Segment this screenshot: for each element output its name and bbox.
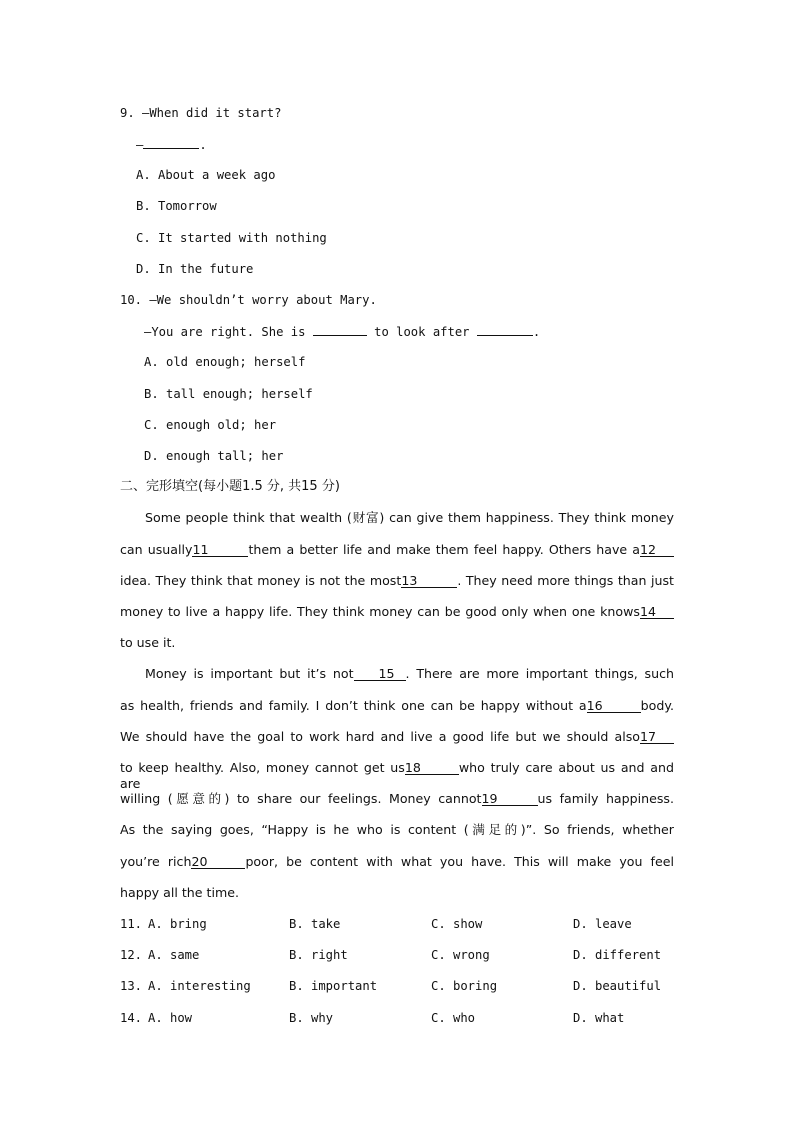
- q9-option-b[interactable]: B. Tomorrow: [136, 199, 217, 213]
- passage-line-12: you’re rich20 poor, be content with what you have. This will make you feel: [120, 854, 674, 869]
- blank-11[interactable]: 11: [192, 543, 248, 557]
- choice-option-a[interactable]: A. same: [148, 948, 200, 962]
- blank-13[interactable]: 13: [401, 574, 457, 588]
- section-heading: 二、完形填空(每小题1.5 分, 共15 分): [120, 479, 340, 494]
- choice-number: 12.: [120, 948, 143, 962]
- q9-answer-suffix: .: [199, 138, 207, 152]
- choice-option-d[interactable]: D. what: [573, 1011, 625, 1025]
- passage-line-11: As the saying goes, “Happy is he who is content (满足的)”. So friends, whether: [120, 822, 674, 837]
- choice-option-b[interactable]: B. why: [289, 1011, 334, 1025]
- passage-line-5: to use it.: [120, 635, 176, 650]
- q10-option-b[interactable]: B. tall enough; herself: [144, 387, 313, 401]
- q10-option-d[interactable]: D. enough tall; her: [144, 449, 284, 463]
- choice-option-b[interactable]: B. important: [289, 979, 378, 993]
- q9-option-c[interactable]: C. It started with nothing: [136, 231, 327, 245]
- q10-reply-line: [144, 323, 540, 340]
- passage-line-8: We should have the goal to work hard and live a good life but we should also17: [120, 729, 674, 745]
- blank-12[interactable]: 12: [640, 543, 674, 557]
- choice-option-a[interactable]: A. how: [148, 1011, 193, 1025]
- passage-line-4: money to live a happy life. They think money can be good only when one knows14: [120, 604, 674, 620]
- choice-option-a[interactable]: A. interesting: [148, 979, 251, 993]
- passage-line-2: can usually11 them a better life and make them feel happy. Others have a12: [120, 542, 674, 558]
- blank-14[interactable]: 14: [640, 605, 674, 619]
- q9-answer-prefix: —: [136, 138, 144, 152]
- choice-option-b[interactable]: B. take: [289, 917, 341, 931]
- q9-answer-line: [136, 136, 207, 153]
- choice-option-a[interactable]: A. bring: [148, 917, 207, 931]
- blank-15[interactable]: 15: [354, 667, 406, 681]
- choice-option-d[interactable]: D. different: [573, 948, 662, 962]
- q10-reply-end: .: [532, 325, 541, 339]
- passage-line-1: Some people think that wealth (财富) can give them happiness. They think money: [145, 510, 674, 525]
- q10-reply-b: to look after: [374, 325, 470, 339]
- choice-option-b[interactable]: B. right: [289, 948, 348, 962]
- blank-18[interactable]: 18: [405, 761, 459, 775]
- passage-line-13: happy all the time.: [120, 885, 239, 900]
- blank-20[interactable]: 20: [191, 855, 245, 869]
- choice-option-c[interactable]: C. boring: [431, 979, 498, 993]
- passage-line-7: as health, friends and family. I don’t think one can be happy without a16 body.: [120, 698, 674, 713]
- q9-option-d[interactable]: D. In the future: [136, 262, 254, 276]
- q10-blank-1[interactable]: [313, 323, 367, 336]
- choice-number: 11.: [120, 917, 143, 931]
- choice-option-c[interactable]: C. wrong: [431, 948, 490, 962]
- choice-option-c[interactable]: C. who: [431, 1011, 476, 1025]
- q10-reply-a: —You are right. She is: [144, 325, 306, 339]
- q9-stem: 9. —When did it start?: [120, 106, 282, 120]
- choice-number: 13.: [120, 979, 143, 993]
- blank-17[interactable]: 17: [640, 730, 674, 744]
- passage-line-9: to keep healthy. Also, money cannot get us18 who truly care about us and and are: [120, 760, 674, 791]
- choice-number: 14.: [120, 1011, 143, 1025]
- q10-blank-2[interactable]: [477, 323, 533, 336]
- q9-option-a[interactable]: A. About a week ago: [136, 168, 276, 182]
- choice-option-d[interactable]: D. leave: [573, 917, 632, 931]
- choice-option-c[interactable]: C. show: [431, 917, 483, 931]
- passage-line-10: willing (愿意的) to share our feelings. Money cannot19 us family happiness.: [120, 791, 674, 806]
- q10-option-a[interactable]: A. old enough; herself: [144, 355, 306, 369]
- choice-option-d[interactable]: D. beautiful: [573, 979, 662, 993]
- q10-option-c[interactable]: C. enough old; her: [144, 418, 277, 432]
- q10-stem: 10. —We shouldn’t worry about Mary.: [120, 293, 377, 307]
- blank-19[interactable]: 19: [482, 792, 538, 806]
- passage-line-3: idea. They think that money is not the most13 . They need more things than just: [120, 573, 674, 588]
- passage-line-6: Money is important but it’s not 15 . There are more important things, such: [145, 666, 674, 681]
- blank-16[interactable]: 16: [587, 699, 641, 713]
- q9-answer-blank[interactable]: [143, 136, 199, 149]
